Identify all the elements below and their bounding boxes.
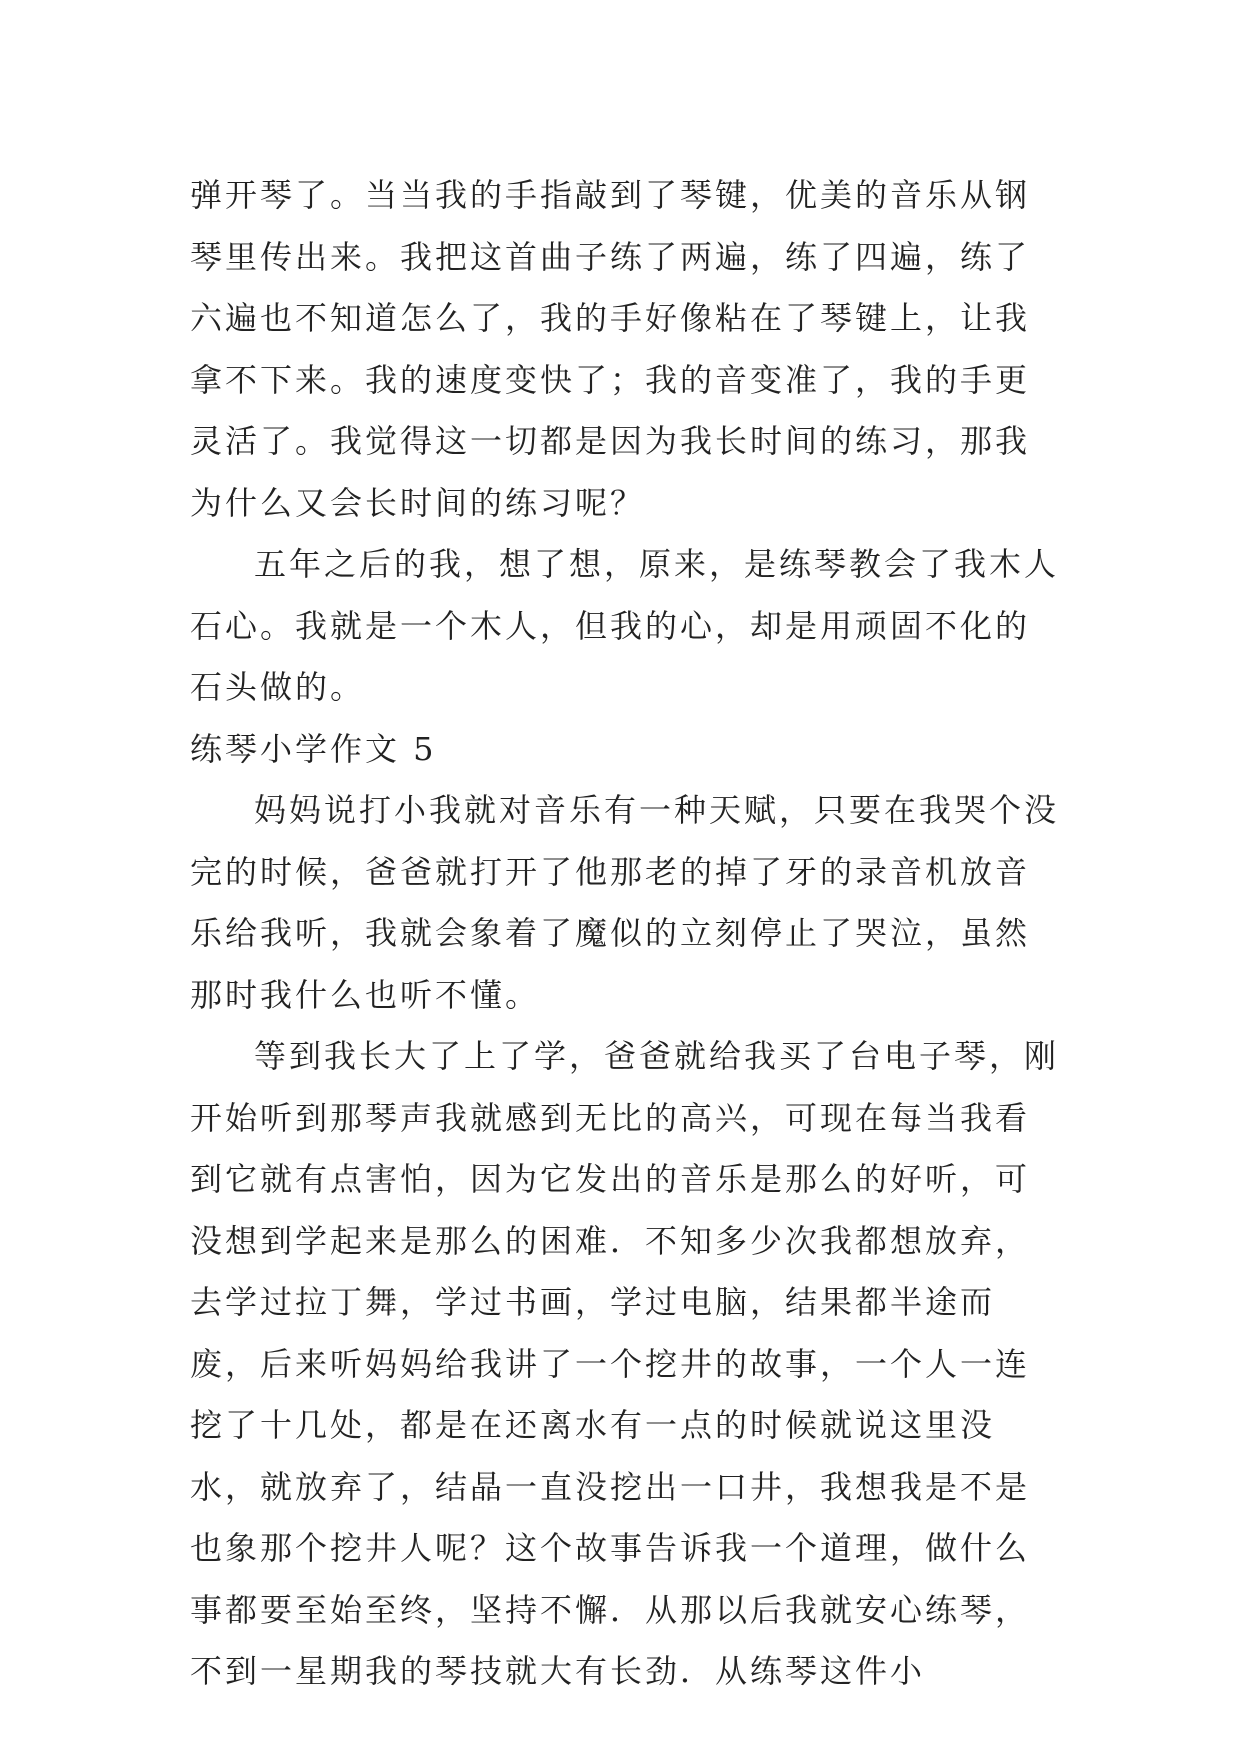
paragraph-reflection: 五年之后的我，想了想，原来，是练琴教会了我木人石心。我就是一个木人，但我的心，却是用顽固不化的石头做的。 — [190, 545, 1060, 706]
paragraph-practice-story: 等到我长大了上了学，爸爸就给我买了台电子琴，刚开始听到那琴声我就感到无比的高兴，可现在每当我看到它就有点害怕，因为它发出的音乐是那么的好听，可没想到学起来是那么的困难．不知多少次我都想放弃，去学过拉丁舞，学过书画，学过电脑，结果都半途而废，后来听妈妈给我讲了一个挖井的故事，一个人一连挖了十几处，都是在还离水有一点的时候就说这里没水，就放弃了，结晶一直没挖出一口井，我想我是不是也象那个挖井人呢？这个故事告诉我一个道理，做什么事都要至始至终，坚持不懈．从那以后我就安心练琴，不到一星期我的琴技就大有长劲．从练琴这件小 — [190, 1037, 1060, 1690]
section-heading: 练琴小学作文 5 — [190, 729, 437, 768]
paragraph-continuation: 弹开琴了。当当我的手指敲到了琴键，优美的音乐从钢琴里传出来。我把这首曲子练了两遍，练了四遍，练了六遍也不知道怎么了，我的手好像粘在了琴键上，让我拿不下来。我的速度变快了；我的音变准了，我的手更灵活了。我觉得这一切都是因为我长时间的练习，那我为什么又会长时间的练习呢？ — [190, 176, 1031, 522]
paragraph-childhood: 妈妈说打小我就对音乐有一种天赋，只要在我哭个没完的时候，爸爸就打开了他那老的掉了牙的录音机放音乐给我听，我就会象着了魔似的立刻停止了哭泣，虽然那时我什么也听不懂。 — [190, 791, 1060, 1014]
document-body — [190, 165, 1060, 1703]
